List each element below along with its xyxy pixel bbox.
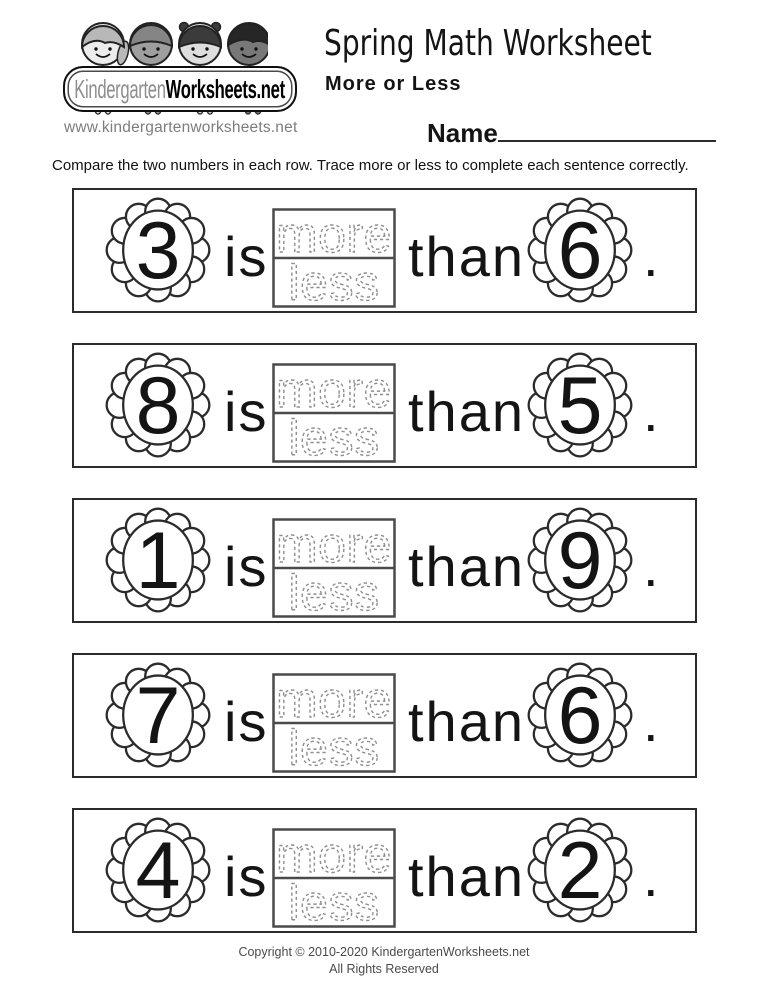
left-number: 7 bbox=[135, 671, 181, 762]
trace-option-less[interactable]: less bbox=[288, 410, 380, 463]
flower-left bbox=[103, 505, 213, 615]
right-number: 6 bbox=[557, 671, 603, 762]
name-row bbox=[427, 120, 716, 146]
word-is: is bbox=[224, 845, 269, 908]
worksheet-row-3 bbox=[72, 498, 697, 623]
kid-boy-dark bbox=[228, 23, 268, 65]
left-number: 4 bbox=[135, 826, 181, 917]
trace-box bbox=[272, 518, 396, 618]
trace-option-less[interactable]: less bbox=[288, 875, 380, 928]
worksheet-row-1 bbox=[72, 188, 697, 313]
instructions-text: Compare the two numbers in each row. Trace more or less to complete each sentence correctly. bbox=[52, 157, 689, 174]
sentence-period: . bbox=[643, 690, 661, 753]
kid-girl-light bbox=[82, 23, 131, 66]
sentence-period: . bbox=[643, 535, 661, 598]
word-is: is bbox=[224, 690, 269, 753]
trace-option-less[interactable]: less bbox=[288, 720, 380, 773]
trace-option-more[interactable]: more bbox=[276, 208, 392, 263]
page-title: Spring Math Worksheet bbox=[324, 23, 652, 64]
word-than: than bbox=[408, 535, 525, 598]
kid-boy-gray bbox=[130, 23, 172, 65]
name-label: Name bbox=[427, 118, 498, 148]
brand-name-right: Worksheets.net bbox=[166, 73, 286, 104]
sentence-period: . bbox=[643, 380, 661, 443]
trace-box bbox=[272, 673, 396, 773]
left-number: 3 bbox=[135, 206, 181, 297]
flower-right bbox=[525, 815, 635, 925]
footer bbox=[0, 944, 768, 978]
word-than: than bbox=[408, 380, 525, 443]
flower-right bbox=[525, 505, 635, 615]
word-than: than bbox=[408, 845, 525, 908]
right-number: 6 bbox=[557, 206, 603, 297]
word-than: than bbox=[408, 225, 525, 288]
flower-right bbox=[525, 660, 635, 770]
sentence-period: . bbox=[643, 225, 661, 288]
flower-left bbox=[103, 195, 213, 305]
trace-box bbox=[272, 828, 396, 928]
page-subtitle: More or Less bbox=[325, 73, 462, 95]
left-number: 8 bbox=[135, 361, 181, 452]
rows-container bbox=[72, 188, 697, 963]
flower-left bbox=[103, 660, 213, 770]
flower-left bbox=[103, 815, 213, 925]
trace-option-less[interactable]: less bbox=[288, 255, 380, 308]
name-blank-line[interactable] bbox=[498, 140, 716, 142]
kids-illustration bbox=[72, 16, 268, 68]
right-number: 2 bbox=[557, 826, 603, 917]
worksheet-row-2 bbox=[72, 343, 697, 468]
flower-right bbox=[525, 350, 635, 460]
brand-name-left: Kindergarten bbox=[74, 73, 167, 104]
website-url: www.kindergartenworksheets.net bbox=[64, 119, 298, 136]
trace-option-more[interactable]: more bbox=[276, 363, 392, 418]
copyright-text: Copyright © 2010-2020 KindergartenWorksheets.net bbox=[238, 945, 530, 959]
worksheet-row-5 bbox=[72, 808, 697, 933]
flower-right bbox=[525, 195, 635, 305]
sentence-period: . bbox=[643, 845, 661, 908]
trace-option-more[interactable]: more bbox=[276, 673, 392, 728]
right-number: 9 bbox=[557, 516, 603, 607]
word-is: is bbox=[224, 380, 269, 443]
right-number: 5 bbox=[557, 361, 603, 452]
site-logo-text bbox=[75, 74, 286, 105]
worksheet-row-4 bbox=[72, 653, 697, 778]
site-logo bbox=[63, 66, 297, 112]
kid-girl-pigtails bbox=[179, 23, 221, 66]
flower-left bbox=[103, 350, 213, 460]
trace-box bbox=[272, 363, 396, 463]
trace-option-less[interactable]: less bbox=[288, 565, 380, 618]
left-number: 1 bbox=[135, 516, 181, 607]
word-is: is bbox=[224, 535, 269, 598]
trace-option-more[interactable]: more bbox=[276, 518, 392, 573]
word-is: is bbox=[224, 225, 269, 288]
word-than: than bbox=[408, 690, 525, 753]
rights-text: All Rights Reserved bbox=[329, 962, 439, 976]
trace-option-more[interactable]: more bbox=[276, 828, 392, 883]
trace-box bbox=[272, 208, 396, 308]
